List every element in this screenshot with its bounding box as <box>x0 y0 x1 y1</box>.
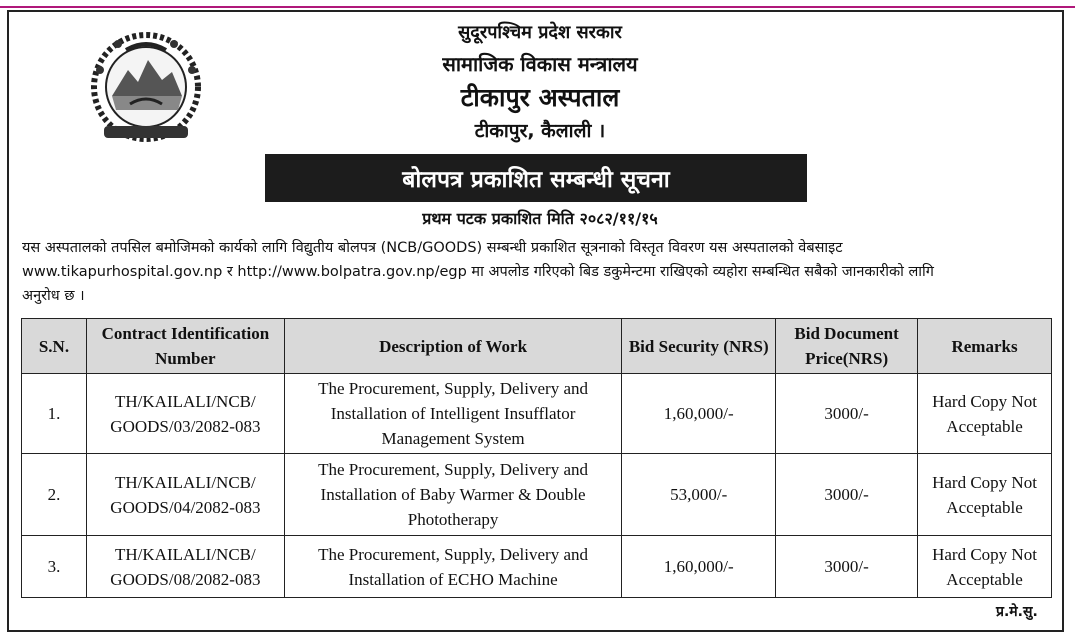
cell-bid-security: 1,60,000/- <box>622 374 776 454</box>
table-row <box>22 454 1052 536</box>
cell-sn: 2. <box>22 454 87 536</box>
header-bid-document-price: Bid Document Price(NRS) <box>776 319 918 374</box>
cell-contract-id: TH/KAILALI/NCB/ GOODS/03/2082-083 <box>86 374 284 454</box>
province-government-heading: सुदूरपश्चिम प्रदेश सरकार <box>458 22 622 43</box>
cell-description: The Procurement, Supply, Delivery and Installation of Baby Warmer & Double Phototherapy <box>284 454 621 536</box>
cell-remarks: Hard Copy Not Acceptable <box>918 454 1052 536</box>
table-row <box>22 374 1052 454</box>
hospital-address: टीकापुर, कैलाली । <box>474 120 606 142</box>
top-accent-rule <box>0 6 1075 8</box>
cell-remarks: Hard Copy Not Acceptable <box>918 374 1052 454</box>
cell-contract-id: TH/KAILALI/NCB/ GOODS/04/2082-083 <box>86 454 284 536</box>
hospital-name-heading: टीकापुर अस्पताल <box>460 83 620 112</box>
header-contract-id: Contract Identification Number <box>86 319 284 374</box>
cell-description: The Procurement, Supply, Delivery and Installation of Intelligent Insufflator Management System <box>284 374 621 454</box>
government-emblem-icon <box>86 30 206 144</box>
header-bid-security: Bid Security (NRS) <box>622 319 776 374</box>
intro-line-2: www.tikapurhospital.gov.np र http://www.bolpatra.gov.np/egp मा अपलोड गरिएको बिड डकुमेन्टमा राखिएको व्यहोरा सम्बन्धित सबैको जानकारीको लागि <box>22 264 934 280</box>
cell-remarks: Hard Copy Not Acceptable <box>918 536 1052 598</box>
cell-bid-document-price: 3000/- <box>776 454 918 536</box>
cell-bid-document-price: 3000/- <box>776 374 918 454</box>
header-description: Description of Work <box>284 319 621 374</box>
cell-bid-security: 53,000/- <box>622 454 776 536</box>
header-sn: S.N. <box>22 319 87 374</box>
cell-sn: 3. <box>22 536 87 598</box>
cell-bid-security: 1,60,000/- <box>622 536 776 598</box>
table-row <box>22 536 1052 598</box>
first-publication-date: प्रथम पटक प्रकाशित मिति २०८२/११/१५ <box>422 209 658 228</box>
cell-contract-id: TH/KAILALI/NCB/ GOODS/08/2082-083 <box>86 536 284 598</box>
intro-line-3: अनुरोध छ । <box>22 288 85 304</box>
ministry-heading: सामाजिक विकास मन्त्रालय <box>442 52 638 76</box>
cell-bid-document-price: 3000/- <box>776 536 918 598</box>
cell-description: The Procurement, Supply, Delivery and Installation of ECHO Machine <box>284 536 621 598</box>
cell-sn: 1. <box>22 374 87 454</box>
footer-reference-code: प्र.मे.सु. <box>996 604 1038 620</box>
header-remarks: Remarks <box>918 319 1052 374</box>
intro-line-1: यस अस्पतालको तपसिल बमोजिमको कार्यको लागि विद्युतीय बोलपत्र (NCB/GOODS) सम्बन्धी प्रकाशित सूत्रनाको विस्तृत विवरण यस अस्पतालको वेबसाइट <box>22 240 843 256</box>
notice-title-banner: बोलपत्र प्रकाशित सम्बन्धी सूचना <box>265 154 807 202</box>
tender-table <box>21 318 1052 598</box>
table-header-row <box>22 319 1052 374</box>
